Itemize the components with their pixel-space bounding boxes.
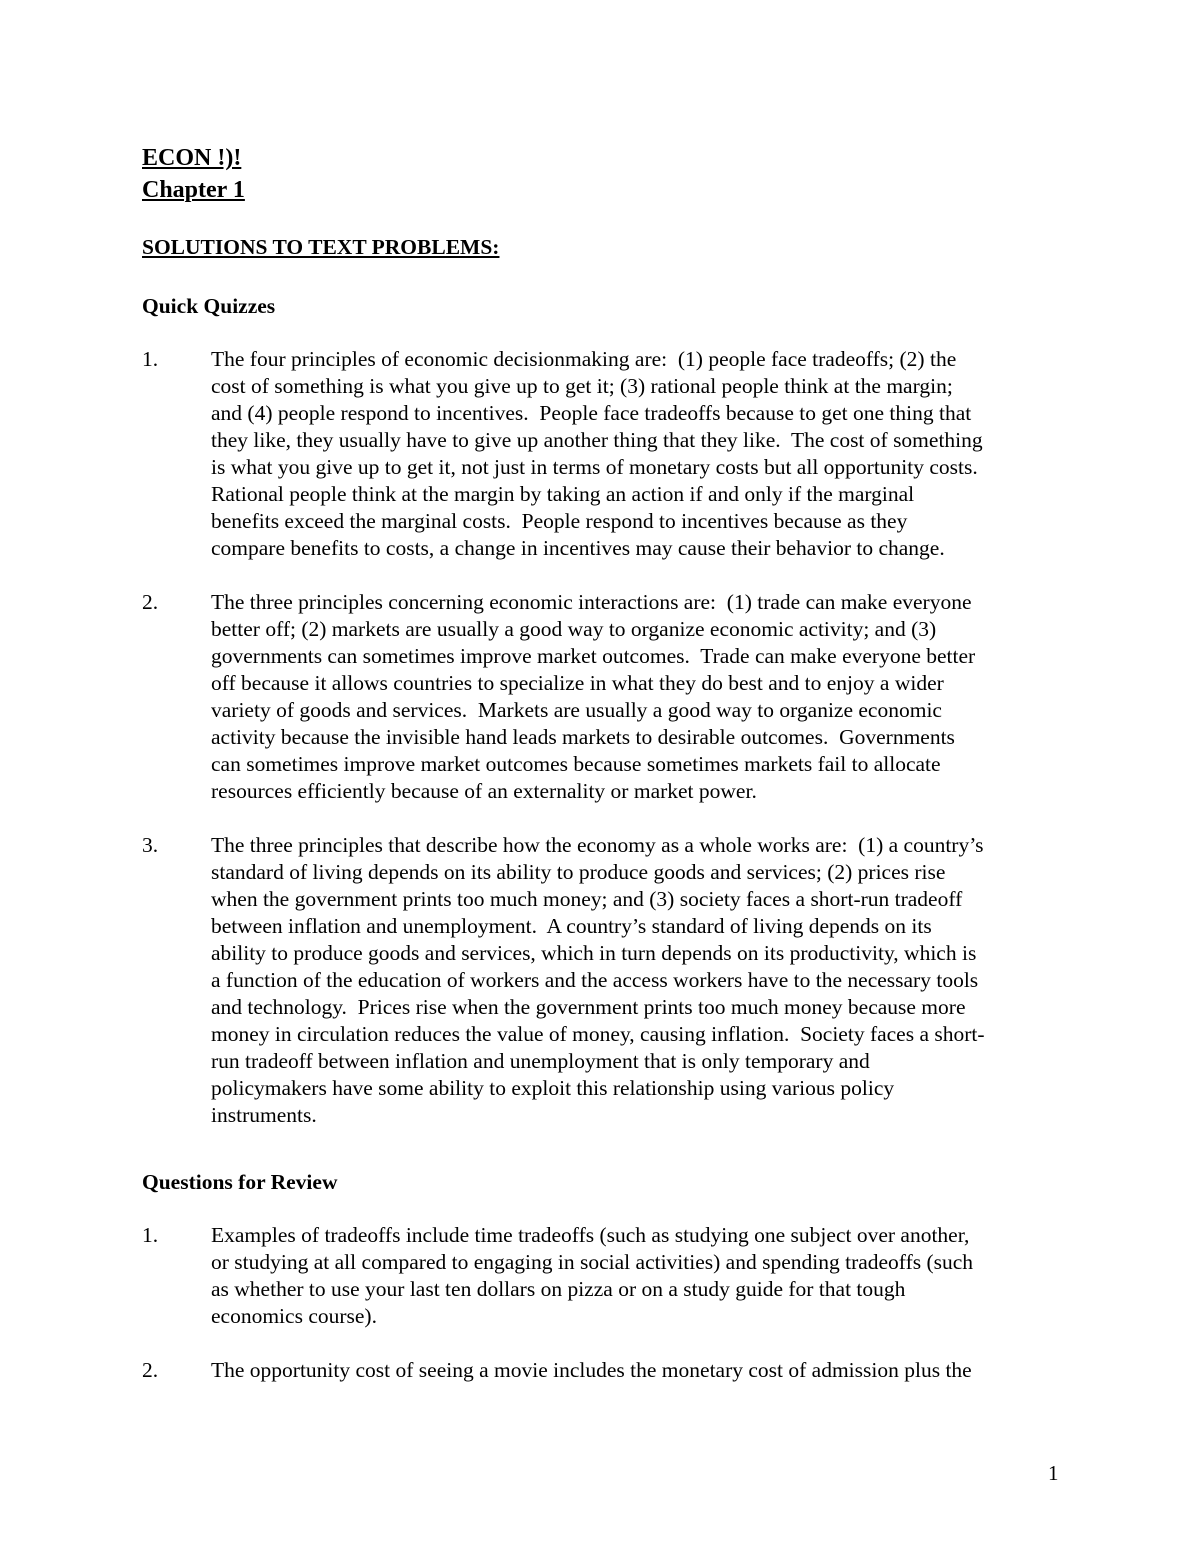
- quick-quiz-text-line: can sometimes improve market outcomes because sometimes markets fail to allocate: [211, 752, 941, 776]
- quick-quiz-number: 1.: [142, 347, 159, 371]
- quick-quiz-text-line: between inflation and unemployment. A country’s standard of living depends on its: [211, 914, 932, 938]
- quick-quiz-text-line: benefits exceed the marginal costs. People respond to incentives because as they: [211, 509, 908, 533]
- page-number: 1: [1048, 1461, 1059, 1485]
- review-question-text-line: The opportunity cost of seeing a movie includes the monetary cost of admission plus the: [211, 1358, 972, 1382]
- document-page: [142, 142, 1062, 1384]
- quick-quiz-number: 2.: [142, 590, 159, 614]
- chapter-title: Chapter 1: [142, 177, 245, 203]
- quick-quizzes-heading: Quick Quizzes: [142, 294, 276, 318]
- quick-quiz-text-line: variety of goods and services. Markets are usually a good way to organize economic: [211, 698, 942, 722]
- quick-quiz-text-line: a function of the education of workers and the access workers have to the necessary tools: [211, 968, 979, 992]
- review-question-number: 2.: [142, 1358, 159, 1382]
- quick-quiz-text-line: and (4) people respond to incentives. People face tradeoffs because to get one thing that: [211, 401, 972, 425]
- quick-quiz-text-line: run tradeoff between inflation and unemployment that is only temporary and: [211, 1049, 870, 1073]
- quick-quiz-text: [211, 346, 1062, 562]
- quick-quizzes-list: [142, 346, 1062, 1129]
- quick-quiz-text-line: money in circulation reduces the value of money, causing inflation. Society faces a short-: [211, 1022, 985, 1046]
- course-title: ECON !)!: [142, 145, 242, 171]
- quick-quiz-text-line: standard of living depends on its ability to produce goods and services; (2) prices rise: [211, 860, 946, 884]
- quick-quiz-item: [142, 589, 1062, 805]
- quick-quiz-text-line: ability to produce goods and services, which in turn depends on its productivity, which is: [211, 941, 977, 965]
- quick-quiz-text-line: The four principles of economic decisionmaking are: (1) people face tradeoffs; (2) the: [211, 347, 957, 371]
- quick-quiz-text-line: better off; (2) markets are usually a good way to organize economic activity; and (3): [211, 617, 937, 641]
- quick-quiz-text-line: Rational people think at the margin by taking an action if and only if the marginal: [211, 482, 915, 506]
- quick-quiz-text-line: resources efficiently because of an externality or market power.: [211, 779, 757, 803]
- quick-quiz-text-line: is what you give up to get it, not just in terms of monetary costs but all opportunity costs.: [211, 455, 978, 479]
- quick-quiz-text-line: off because it allows countries to specialize in what they do best and to enjoy a wider: [211, 671, 944, 695]
- questions-for-review-list: [142, 1222, 1062, 1384]
- review-question-text: [211, 1222, 1062, 1330]
- quick-quiz-text-line: policymakers have some ability to exploit this relationship using various policy: [211, 1076, 895, 1100]
- review-question-item: [142, 1222, 1062, 1330]
- review-question-number: 1.: [142, 1223, 159, 1247]
- review-question-text-line: as whether to use your last ten dollars on pizza or on a study guide for that tough: [211, 1277, 906, 1301]
- quick-quiz-text-line: cost of something is what you give up to get it; (3) rational people think at the margin;: [211, 374, 953, 398]
- quick-quiz-text-line: instruments.: [211, 1103, 317, 1127]
- review-question-text-line: or studying at all compared to engaging in social activities) and spending tradeoffs (such: [211, 1250, 974, 1274]
- quick-quiz-text-line: governments can sometimes improve market outcomes. Trade can make everyone better: [211, 644, 976, 668]
- review-question-text-line: economics course).: [211, 1304, 377, 1328]
- quick-quiz-text-line: compare benefits to costs, a change in incentives may cause their behavior to change.: [211, 536, 945, 560]
- quick-quiz-text-line: The three principles that describe how the economy as a whole works are: (1) a country’s: [211, 833, 984, 857]
- quick-quiz-text-line: activity because the invisible hand leads markets to desirable outcomes. Governments: [211, 725, 955, 749]
- questions-for-review-heading: Questions for Review: [142, 1170, 338, 1194]
- quick-quiz-text-line: and technology. Prices rise when the government prints too much money because more: [211, 995, 966, 1019]
- review-question-text-line: Examples of tradeoffs include time tradeoffs (such as studying one subject over another,: [211, 1223, 970, 1247]
- quick-quiz-number: 3.: [142, 833, 159, 857]
- quick-quiz-text-line: The three principles concerning economic interactions are: (1) trade can make everyone: [211, 590, 972, 614]
- solutions-heading: SOLUTIONS TO TEXT PROBLEMS:: [142, 235, 500, 259]
- quick-quiz-text: [211, 832, 1062, 1129]
- quick-quiz-text-line: when the government prints too much money; and (3) society faces a short-run tradeoff: [211, 887, 963, 911]
- review-question-text: [211, 1357, 1062, 1384]
- quick-quiz-text-line: they like, they usually have to give up another thing that they like. The cost of something: [211, 428, 983, 452]
- review-question-item: [142, 1357, 1062, 1384]
- quick-quiz-text: [211, 589, 1062, 805]
- quick-quiz-item: [142, 832, 1062, 1129]
- quick-quiz-item: [142, 346, 1062, 562]
